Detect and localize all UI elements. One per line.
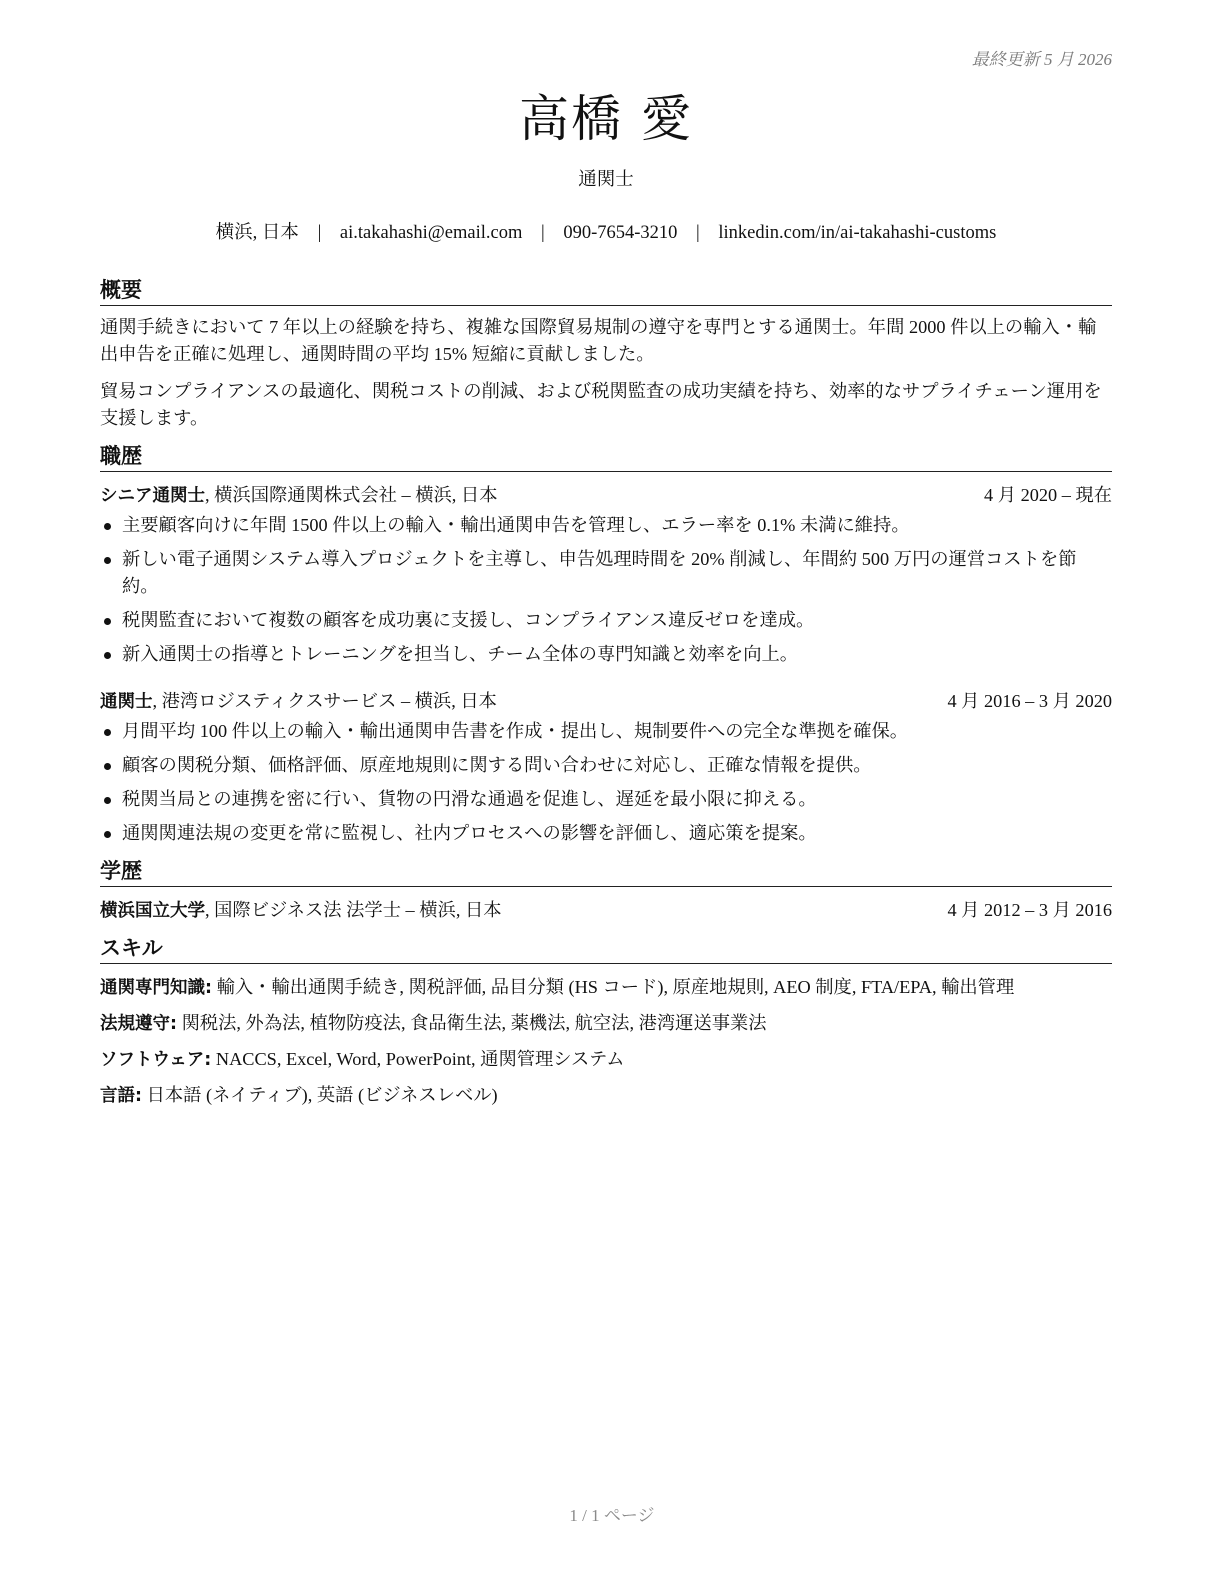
contact-separator: | (317, 223, 322, 243)
job-entry (100, 688, 1112, 847)
job-header (100, 688, 1112, 715)
skill-value: 日本語 (ネイティブ), 英語 (ビジネスレベル) (142, 1085, 498, 1105)
job-role-org (100, 482, 498, 509)
job-org: , 港湾ロジスティクスサービス – 横浜, 日本 (152, 691, 497, 711)
contact-location: 横浜, 日本 (215, 223, 299, 243)
last-updated: 最終更新 5 月 2026 (971, 50, 1112, 69)
job-title: 通関士 (578, 170, 634, 190)
skill-line (100, 1010, 1112, 1038)
job-role: シニア通関士 (100, 486, 205, 506)
bullet-item: 主要顧客向けに年間 1500 件以上の輸入・輸出通関申告を管理し、エラー率を 0.1% 未満に維持。 (100, 512, 1112, 539)
education-school-detail (100, 897, 502, 924)
job-bullets (100, 512, 1112, 668)
job-dates: 4 月 2020 – 現在 (984, 485, 1112, 505)
section-heading-education: 学歴 (100, 857, 1112, 887)
summary-section (100, 276, 1112, 432)
bullet-item: 新しい電子通関システム導入プロジェクトを主導し、申告処理時間を 20% 削減し、年間約 500 万円の運営コストを節約。 (100, 546, 1112, 600)
skill-line (100, 1046, 1112, 1074)
resume-header (100, 88, 1112, 245)
skills-section (100, 934, 1112, 1110)
contact-separator: | (540, 223, 545, 243)
summary-paragraph: 貿易コンプライアンスの最適化、関税コストの削減、および税関監査の成功実績を持ち、効率的なサプライチェーン運用を支援します。 (100, 381, 1102, 428)
contact-linkedin[interactable]: linkedin.com/in/ai-takahashi-customs (718, 223, 997, 243)
skill-label: 言語: (100, 1086, 142, 1106)
section-heading-experience: 職歴 (100, 442, 1112, 472)
bullet-item: 新入通関士の指導とトレーニングを担当し、チーム全体の専門知識と効率を向上。 (100, 641, 1112, 668)
contact-separator: | (696, 223, 700, 243)
bullet-item: 税関監査において複数の顧客を成功裏に支援し、コンプライアンス違反ゼロを達成。 (100, 607, 1112, 634)
job-role: 通関士 (100, 692, 153, 712)
page-number: 1 / 1 ページ (569, 1506, 655, 1525)
education-section (100, 857, 1112, 924)
education-detail: , 国際ビジネス法 法学士 – 横浜, 日本 (205, 900, 502, 920)
skill-line (100, 1082, 1112, 1110)
resume-body (100, 276, 1112, 1120)
contact-line (100, 221, 1112, 245)
education-entry (100, 897, 1112, 924)
job-entry (100, 482, 1112, 668)
job-dates: 4 月 2016 – 3 月 2020 (947, 691, 1112, 711)
job-bullets (100, 718, 1112, 847)
bullet-item: 税関当局との連携を密に行い、貨物の円滑な通過を促進し、遅延を最小限に抑える。 (100, 786, 1112, 813)
job-header (100, 482, 1112, 509)
job-role-org (100, 688, 497, 715)
skill-line (100, 974, 1112, 1002)
job-org: , 横浜国際通関株式会社 – 横浜, 日本 (205, 485, 498, 505)
candidate-name: 高橋 愛 (519, 90, 693, 148)
education-dates: 4 月 2012 – 3 月 2016 (947, 900, 1112, 920)
section-heading-skills: スキル (100, 934, 1112, 964)
section-heading-summary: 概要 (100, 276, 1112, 306)
skill-value: NACCS, Excel, Word, PowerPoint, 通関管理システム (211, 1049, 625, 1069)
bullet-item: 通関関連法規の変更を常に監視し、社内プロセスへの影響を評価し、適応策を提案。 (100, 820, 1112, 847)
skill-value: 関税法, 外為法, 植物防疫法, 食品衛生法, 薬機法, 航空法, 港湾運送事業法 (177, 1013, 767, 1033)
skill-label: 法規遵守: (100, 1014, 177, 1034)
bullet-item: 月間平均 100 件以上の輸入・輸出通関申告書を作成・提出し、規制要件への完全な準拠を確保。 (100, 718, 1112, 745)
skill-value: 輸入・輸出通関手続き, 関税評価, 品目分類 (HS コード), 原産地規則, AEO 制度, FTA/EPA, 輸出管理 (212, 977, 1015, 997)
skill-label: 通関専門知識: (100, 978, 212, 998)
experience-section (100, 442, 1112, 847)
contact-email[interactable]: ai.takahashi@email.com (339, 223, 523, 243)
skill-label: ソフトウェア: (100, 1050, 212, 1070)
bullet-item: 顧客の関税分類、価格評価、原産地規則に関する問い合わせに対応し、正確な情報を提供。 (100, 752, 1112, 779)
contact-phone[interactable]: 090-7654-3210 (563, 223, 678, 243)
education-school: 横浜国立大学 (100, 901, 205, 921)
skills-list (100, 974, 1112, 1110)
summary-paragraph: 通関手続きにおいて 7 年以上の経験を持ち、複雑な国際貿易規制の遵守を専門とする通関士。年間 2000 件以上の輸入・輸出申告を正確に処理し、通関時間の平均 15% 短縮に貢献しました。 (100, 317, 1097, 364)
